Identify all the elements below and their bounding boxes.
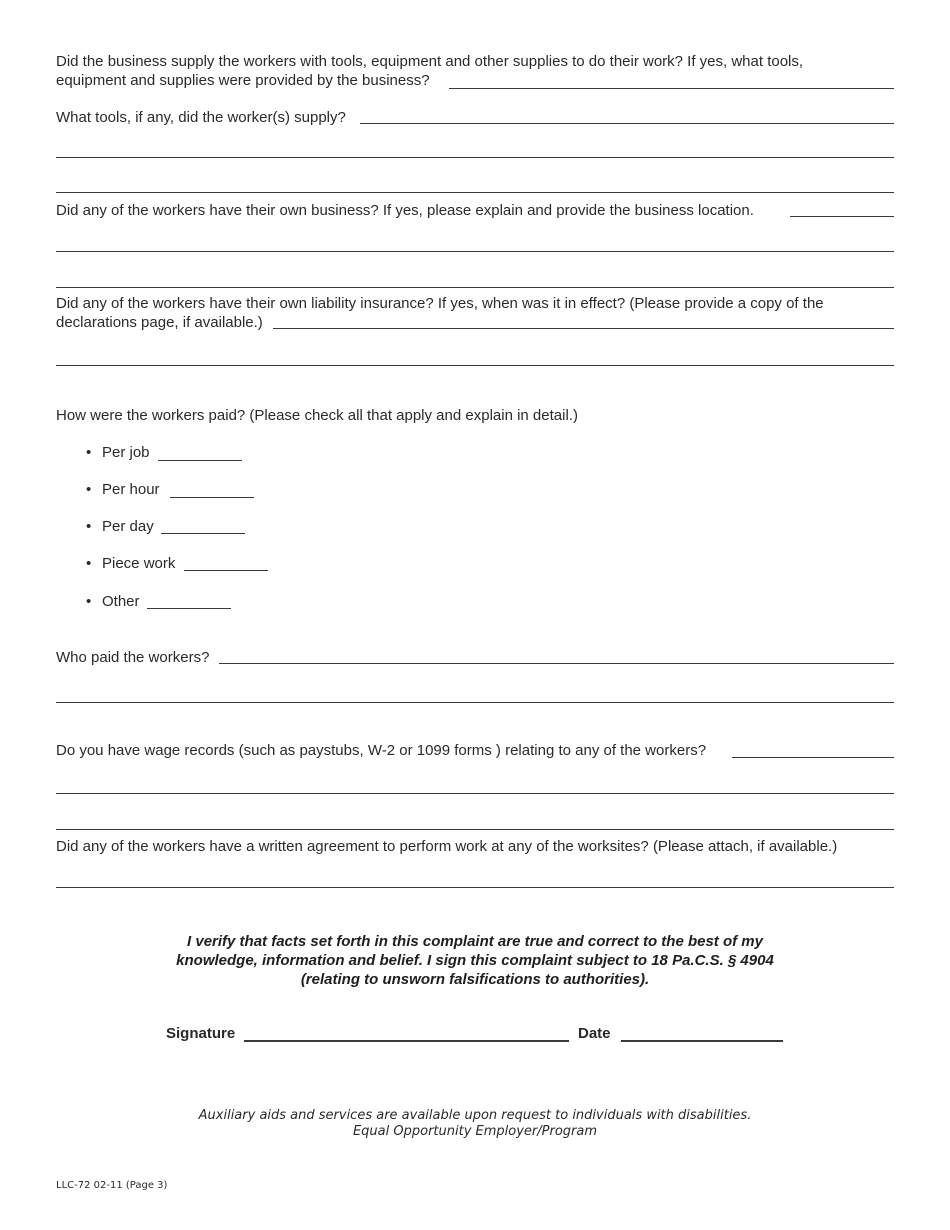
bullet-icon: • (86, 444, 92, 461)
question-tools-supplied-line2: equipment and supplies were provided by the business? (56, 72, 430, 89)
question-how-paid: How were the workers paid? (Please check all that apply and explain in detail.) (56, 407, 578, 424)
bullet-icon: • (86, 518, 92, 535)
date-field[interactable] (621, 1024, 783, 1042)
liability-field[interactable] (273, 312, 894, 329)
payment-option-other: • Other (86, 593, 140, 610)
wage-records-line-3[interactable] (56, 829, 894, 830)
bullet-icon: • (86, 481, 92, 498)
worker-tools-line-3[interactable] (56, 192, 894, 193)
wage-records-field[interactable] (732, 741, 894, 758)
payment-option-per-day: • Per day (86, 518, 154, 535)
question-written-agreement: Did any of the workers have a written agreement to perform work at any of the worksites? (Please attach, if available.) (56, 838, 838, 855)
payment-option-per-job: • Per job (86, 444, 150, 461)
piece-work-field[interactable] (184, 554, 268, 571)
worker-tools-line-2[interactable] (56, 157, 894, 158)
auxiliary-aids-note: Auxiliary aids and services are available upon request to individuals with disabilities. (198, 1108, 752, 1123)
question-tools-supplied-line1: Did the business supply the workers with tools, equipment and other supplies to do their work? If yes, what tools, (56, 53, 804, 70)
question-wage-records: Do you have wage records (such as paystubs, W-2 or 1099 forms ) relating to any of the workers? (56, 742, 707, 759)
per-day-field[interactable] (161, 517, 245, 534)
payment-option-piece-work: • Piece work (86, 555, 176, 572)
eeo-note: Equal Opportunity Employer/Program (352, 1124, 598, 1139)
bullet-icon: • (86, 593, 92, 610)
other-field[interactable] (147, 592, 231, 609)
worker-tools-field[interactable] (360, 107, 894, 124)
per-job-field[interactable] (158, 444, 242, 461)
written-agreement-line[interactable] (56, 887, 894, 888)
payment-option-per-hour: • Per hour (86, 481, 160, 498)
question-who-paid: Who paid the workers? (56, 649, 210, 666)
verification-line-2: knowledge, information and belief. I sign this complaint subject to 18 Pa.C.S. § 4904 (176, 952, 774, 969)
verification-statement (150, 932, 800, 989)
verification-line-1: I verify that facts set forth in this complaint are true and correct to the best of my (187, 933, 763, 950)
form-code: LLC-72 02-11 (Page 3) (56, 1180, 168, 1191)
verification-line-3: (relating to unsworn falsifications to authorities). (300, 971, 650, 988)
who-paid-line-2[interactable] (56, 702, 894, 703)
signature-field[interactable] (244, 1024, 569, 1042)
question-liability-line2: declarations page, if available.) (56, 314, 263, 331)
date-label: Date (578, 1025, 611, 1042)
wage-records-line-2[interactable] (56, 793, 894, 794)
own-business-field[interactable] (790, 200, 894, 217)
signature-label: Signature (166, 1025, 236, 1042)
tools-supplied-field[interactable] (449, 72, 894, 89)
own-business-line-3[interactable] (56, 287, 894, 288)
question-worker-tools: What tools, if any, did the worker(s) supply? (56, 109, 346, 126)
per-hour-field[interactable] (170, 481, 254, 498)
question-liability-line1: Did any of the workers have their own liability insurance? If yes, when was it in effect? (Please provide a copy of the (56, 295, 824, 312)
bullet-icon: • (86, 555, 92, 572)
liability-line-2[interactable] (56, 365, 894, 366)
who-paid-field[interactable] (219, 647, 894, 664)
question-own-business: Did any of the workers have their own business? If yes, please explain and provide the business location. (56, 202, 754, 219)
own-business-line-2[interactable] (56, 251, 894, 252)
